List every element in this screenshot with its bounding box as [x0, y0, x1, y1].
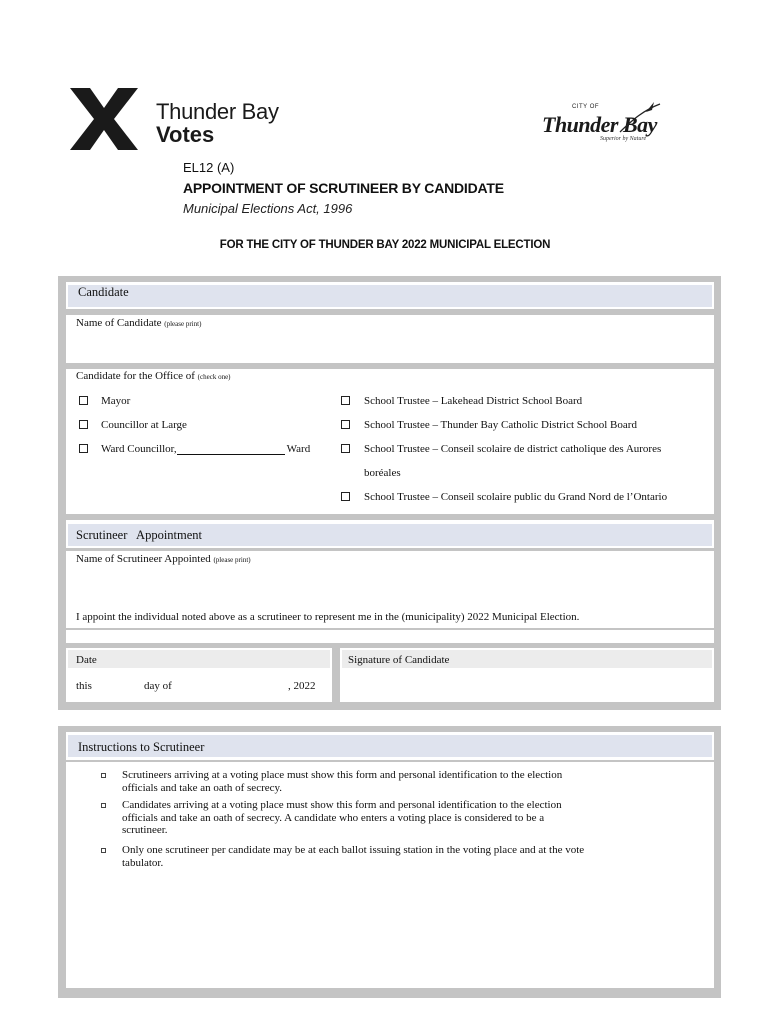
- aurores-trustee-option-label-cont: boréales: [364, 467, 401, 479]
- instruction-item: [122, 799, 702, 837]
- instruction-line: tabulator.: [122, 856, 164, 869]
- logo-line-2: Votes: [156, 122, 215, 147]
- date-header-shade: [68, 650, 330, 668]
- ward-councillor-option: [101, 443, 310, 455]
- aurores-trustee-checkbox[interactable]: [341, 444, 350, 453]
- instruction-line: officials and take an oath of secrecy. A candidate who enters a voting place is considered to be a: [122, 811, 545, 824]
- grand-nord-trustee-checkbox[interactable]: [341, 492, 350, 501]
- city-logo-small-text: CITY OF: [572, 104, 600, 110]
- form-title: APPOINTMENT OF SCRUTINEER BY CANDIDATE: [183, 180, 504, 196]
- date-label: Date: [76, 654, 97, 666]
- office-label-text: Candidate for the Office of: [76, 370, 195, 382]
- aurores-trustee-option-label: School Trustee – Conseil scolaire de district catholique des Aurores: [364, 443, 662, 455]
- date-this: this: [76, 680, 92, 692]
- instruction-line: Candidates arriving at a voting place must show this form and personal identification to the election: [122, 799, 562, 811]
- candidate-name-label: [76, 317, 201, 329]
- mayor-option-label: Mayor: [101, 395, 131, 407]
- instructions-body: [66, 762, 714, 988]
- mayor-checkbox[interactable]: [79, 396, 88, 405]
- instruction-line: Only one scrutineer per candidate may be at each ballot issuing station in the voting place and at the vote: [122, 844, 585, 856]
- appointment-section-title: Scrutineer Appointment: [76, 528, 203, 542]
- catholic-trustee-checkbox[interactable]: [341, 420, 350, 429]
- city-of-thunder-bay-logo: [538, 100, 670, 146]
- grand-nord-trustee-option-label: School Trustee – Conseil scolaire public du Grand Nord de l’Ontario: [364, 491, 668, 503]
- instruction-line: scrutineer.: [122, 824, 168, 837]
- signature-label: Signature of Candidate: [348, 654, 450, 666]
- instruction-item: [122, 844, 702, 869]
- date-day-of: day of: [144, 680, 172, 692]
- candidate-name-hint: (please print): [164, 320, 202, 328]
- candidate-header-shade: [68, 285, 712, 307]
- candidate-section-title: Candidate: [78, 285, 129, 299]
- catholic-trustee-option-label: School Trustee – Thunder Bay Catholic District School Board: [364, 419, 637, 431]
- office-hint: (check one): [197, 373, 231, 381]
- bullet-icon: [101, 803, 106, 808]
- scrutineer-name-hint: (please print): [213, 556, 251, 564]
- bullet-icon: [101, 848, 106, 853]
- thunder-bay-votes-x-logo: [68, 86, 140, 152]
- scrutineer-name-label-text: Name of Scrutineer Appointed: [76, 553, 211, 565]
- lakehead-trustee-option-label: School Trustee – Lakehead District School Board: [364, 395, 583, 407]
- lakehead-trustee-checkbox[interactable]: [341, 396, 350, 405]
- city-logo-name: Thunder Bay: [542, 112, 657, 137]
- instruction-item: [122, 769, 702, 794]
- form-act: Municipal Elections Act, 1996: [183, 201, 353, 216]
- bullet-icon: [101, 773, 106, 778]
- logo-line-1: Thunder Bay: [156, 99, 279, 124]
- candidate-name-label-text: Name of Candidate: [76, 317, 162, 329]
- city-logo-swoosh-icon: [616, 100, 662, 134]
- ward-councillor-checkbox[interactable]: [79, 444, 88, 453]
- ward-suffix: Ward: [286, 443, 311, 455]
- form-election-heading: FOR THE CITY OF THUNDER BAY 2022 MUNICIPAL ELECTION: [219, 239, 551, 251]
- date-year: , 2022: [288, 680, 316, 692]
- ward-number-line[interactable]: [177, 445, 285, 455]
- appointment-statement: I appoint the individual noted above as a scrutineer to represent me in the (municipality) 2022 Municipal Election.: [76, 611, 580, 623]
- office-label: [76, 370, 231, 382]
- thunder-bay-votes-logo-text: [156, 100, 279, 146]
- councillor-at-large-option-label: Councillor at Large: [101, 419, 187, 431]
- instructions-section-title: Instructions to Scrutineer: [78, 740, 205, 754]
- form-code: EL12 (A): [183, 160, 235, 175]
- scrutineer-name-label: [76, 553, 251, 565]
- councillor-at-large-checkbox[interactable]: [79, 420, 88, 429]
- instruction-line: Scrutineers arriving at a voting place must show this form and personal identification to the election: [122, 769, 563, 781]
- spacer-strip: [66, 630, 714, 643]
- instruction-line: officials and take an oath of secrecy.: [122, 781, 283, 794]
- city-logo-tagline: Superior by Nature: [600, 136, 647, 142]
- ward-councillor-option-label: Ward Councillor,: [101, 443, 177, 455]
